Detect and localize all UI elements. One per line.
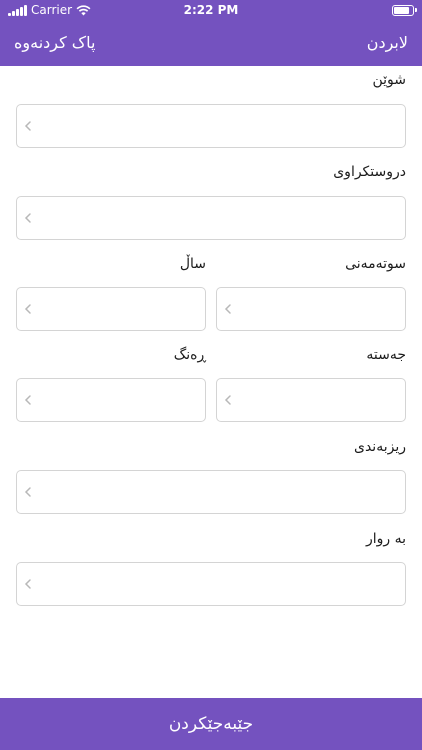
status-bar [0,0,422,22]
chevron-left-icon [224,302,232,316]
year-label: ساڵ [179,256,206,272]
nav-bar [0,22,422,66]
color-field[interactable] [16,378,206,422]
chevron-left-icon [224,393,232,407]
chevron-left-icon [24,393,32,407]
chevron-left-icon [24,577,32,591]
location-field[interactable] [16,104,406,148]
cancel-button[interactable]: لابردن [366,33,408,52]
chevron-left-icon [24,302,32,316]
date-field[interactable] [16,562,406,606]
chevron-left-icon [24,211,32,225]
clear-button[interactable]: پاک کردنەوە [14,33,96,52]
color-label: ڕەنگ [173,347,206,363]
chevron-left-icon [24,485,32,499]
body-label: جەستە [366,347,406,363]
status-time: 2:22 PM [183,3,239,17]
year-field[interactable] [16,287,206,331]
fuel-label: سوتەمەنی [345,256,406,272]
manufacturer-label: دروستکراوی [333,164,406,180]
sort-label: ریزبەندی [354,439,406,455]
body-field[interactable] [216,378,406,422]
location-label: شوێن [372,72,406,88]
sort-field[interactable] [16,470,406,514]
apply-button[interactable]: جێبەجێکردن [0,698,422,750]
chevron-left-icon [24,119,32,133]
date-label: بە روار [365,531,406,547]
manufacturer-field[interactable] [16,196,406,240]
carrier-name: Carrier [31,3,73,17]
battery-icon [392,5,414,16]
fuel-field[interactable] [216,287,406,331]
